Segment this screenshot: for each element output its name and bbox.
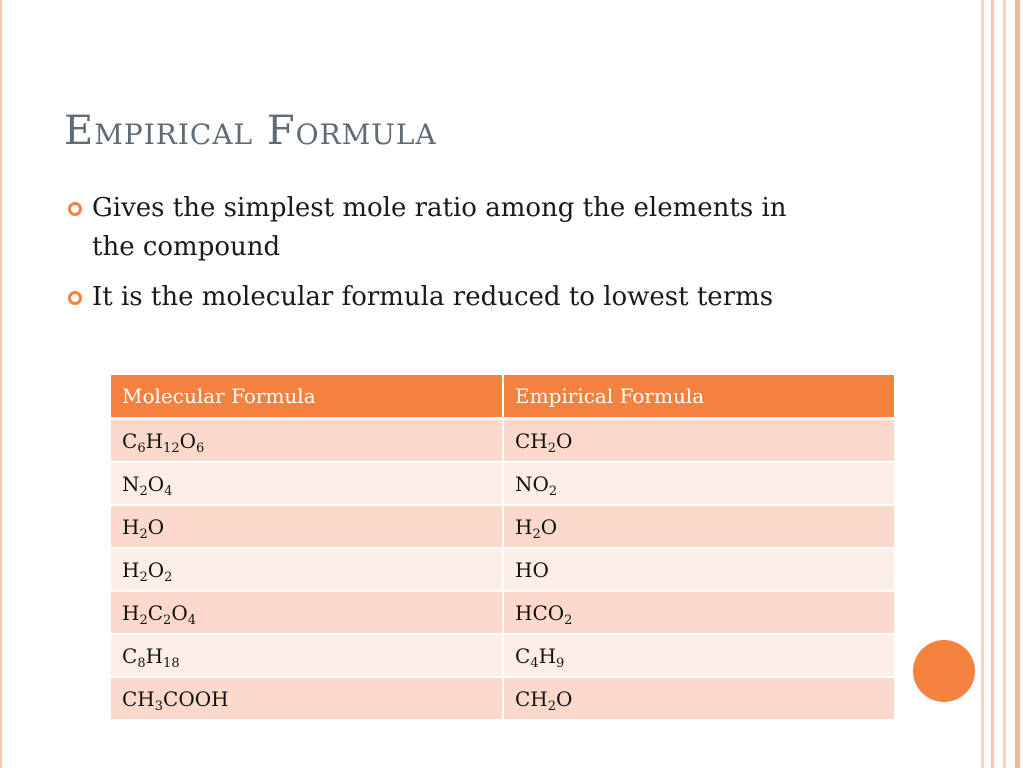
table-row xyxy=(111,591,895,634)
empirical-formula-cell: $HCO_2$ xyxy=(503,591,895,634)
header-molecular-formula: Molecular Formula xyxy=(111,375,503,419)
molecular-formula-cell: $H_2O_2$ xyxy=(111,548,503,591)
slide-title: Empirical Formula xyxy=(64,108,437,154)
decorative-circle xyxy=(913,640,975,702)
bullet-item xyxy=(62,278,822,317)
empirical-formula-cell: $CH_2O$ xyxy=(503,677,895,720)
molecular-formula-cell: $CH_3COOH$ xyxy=(111,677,503,720)
table-row xyxy=(111,462,895,505)
table-row xyxy=(111,634,895,677)
empirical-formula-cell: $NO_2$ xyxy=(503,462,895,505)
empirical-formula-cell: $C_4H_9$ xyxy=(503,634,895,677)
molecular-formula-cell: $H_2O$ xyxy=(111,505,503,548)
table-row xyxy=(111,677,895,720)
table-header-row xyxy=(111,375,895,419)
side-band xyxy=(981,0,984,768)
molecular-formula-cell: $C_6H_{12}O_6$ xyxy=(111,419,503,463)
bullet-item xyxy=(62,189,822,267)
side-band xyxy=(1003,0,1006,768)
bullet-list xyxy=(62,189,822,328)
table-row xyxy=(111,548,895,591)
bullet-circle-icon xyxy=(68,291,82,305)
formula-table xyxy=(111,375,896,721)
table-row xyxy=(111,505,895,548)
empirical-formula-cell: $H_2O$ xyxy=(503,505,895,548)
empirical-formula-cell: $CH_2O$ xyxy=(503,419,895,463)
side-band xyxy=(1015,0,1020,768)
table-row xyxy=(111,419,895,463)
molecular-formula-cell: $C_8H_{18}$ xyxy=(111,634,503,677)
empirical-formula-cell: HO xyxy=(503,548,895,591)
table-body xyxy=(111,419,895,721)
bullet-text: Gives the simplest mole ratio among the elements in the compound xyxy=(92,193,787,262)
molecular-formula-cell: $H_2C_2O_4$ xyxy=(111,591,503,634)
header-empirical-formula: Empirical Formula xyxy=(503,375,895,419)
bullet-circle-icon xyxy=(68,202,82,216)
bullet-text: It is the molecular formula reduced to lowest terms xyxy=(92,282,774,312)
side-band xyxy=(991,0,994,768)
molecular-formula-cell: $N_2O_4$ xyxy=(111,462,503,505)
